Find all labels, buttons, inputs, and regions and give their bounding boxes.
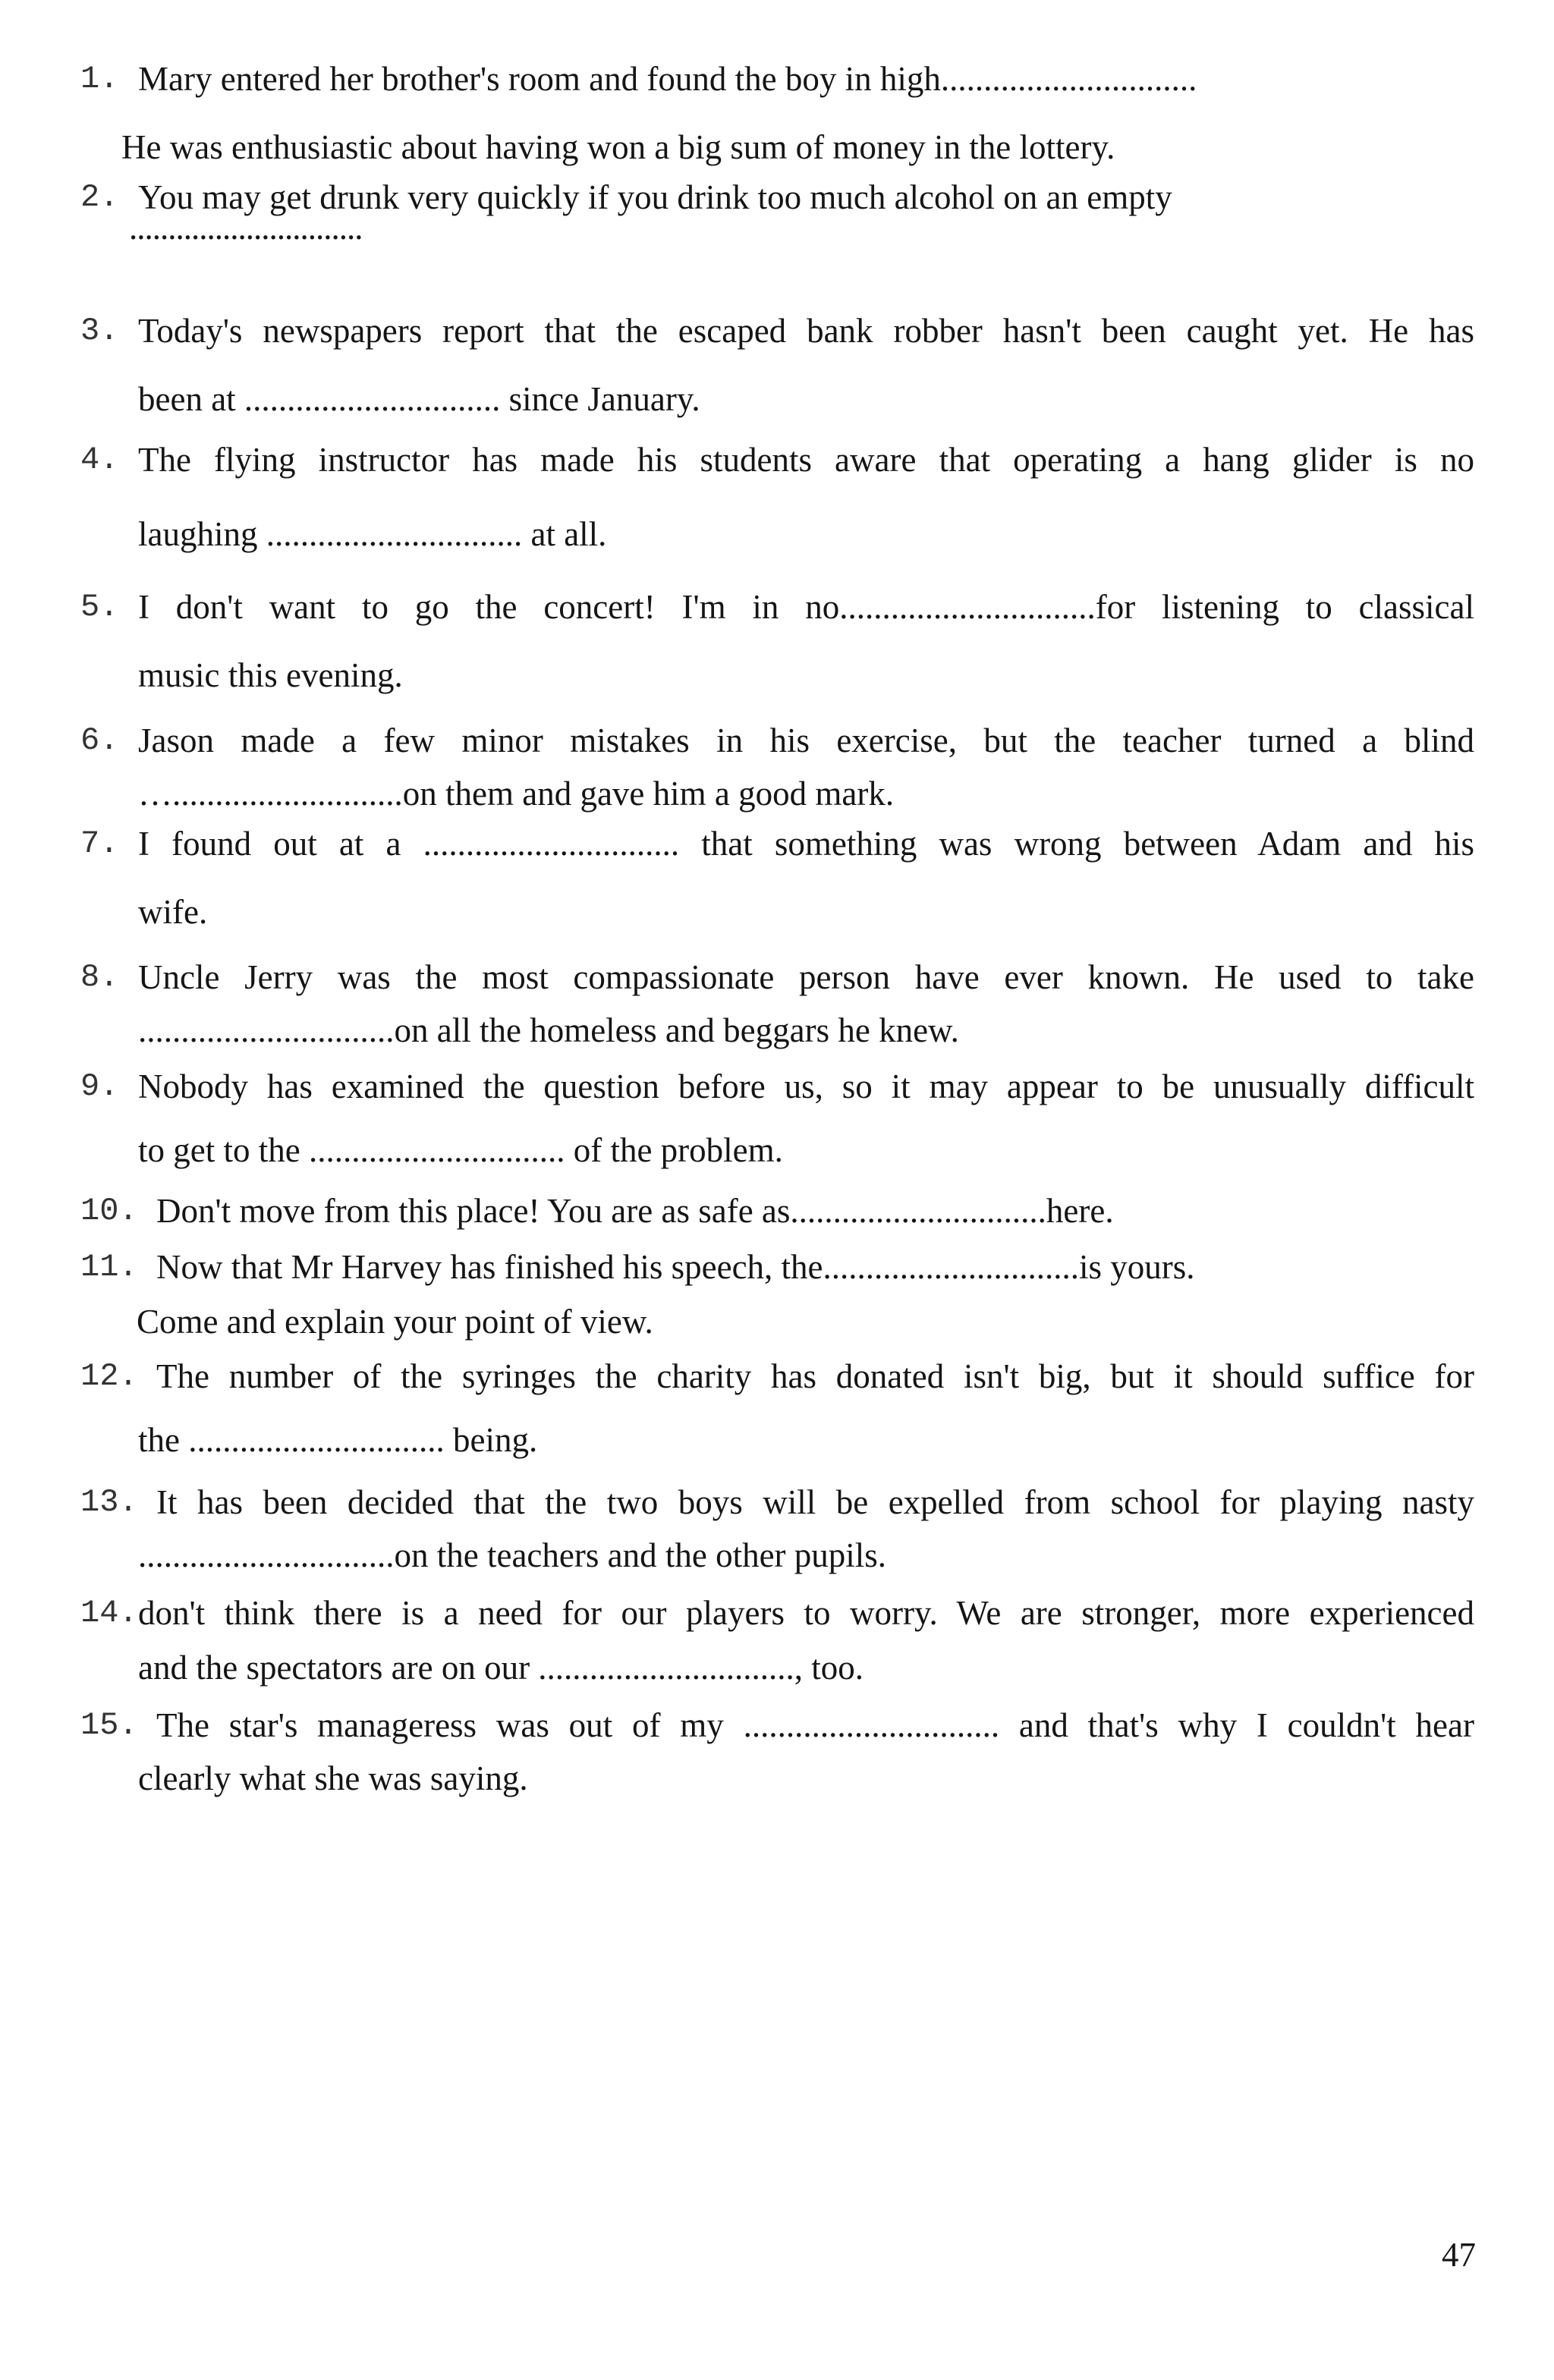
- item-text-line: The star's manageress was out of my .............................. and that's why I couldn't hear: [156, 1706, 1474, 1744]
- item-text-line: Uncle Jerry was the most compassionate person have ever known. He used to take: [138, 958, 1474, 996]
- item-number: 6.: [80, 722, 119, 759]
- item-number: 12.: [80, 1358, 138, 1394]
- item-number: 5.: [80, 589, 119, 625]
- item-number: 3.: [80, 313, 119, 349]
- item-number: 2.: [80, 179, 119, 215]
- item-text-line: Now that Mr Harvey has finished his speech, the..............................is yours.: [156, 1248, 1195, 1286]
- item-number: 10.: [80, 1193, 138, 1229]
- item-number: 1.: [80, 61, 119, 97]
- item-text-line: I don't want to go the concert! I'm in no..............................for listening to classical: [138, 588, 1474, 626]
- item-text-line: Don't move from this place! You are as safe as..............................here.: [156, 1192, 1114, 1230]
- item-text-line: wife.: [138, 893, 208, 931]
- item-text-line: and the spectators are on our .............................., too.: [138, 1649, 864, 1687]
- item-number: 11.: [80, 1249, 138, 1285]
- item-text-line: been at .............................. since January.: [138, 380, 700, 418]
- item-number: 13.: [80, 1484, 138, 1520]
- item-text-line: It has been decided that the two boys will be expelled from school for playing nasty: [156, 1483, 1474, 1521]
- item-text-line: The number of the syringes the charity has donated isn't big, but it should suffice for: [156, 1357, 1474, 1395]
- item-text-line: ..............................on the teachers and the other pupils.: [138, 1536, 887, 1574]
- page-number: 47: [1442, 2236, 1476, 2274]
- item-number: 7.: [80, 825, 119, 862]
- item-text-line: Jason made a few minor mistakes in his exercise, but the teacher turned a blind: [138, 722, 1474, 759]
- item-text-line: to get to the .............................. of the problem.: [138, 1131, 783, 1169]
- item-text-line: Mary entered her brother's room and found the boy in high..............................: [138, 60, 1197, 98]
- blank-line: ..............................: [129, 209, 363, 247]
- item-text-line: Come and explain your point of view.: [137, 1303, 653, 1341]
- item-text-line: I found out at a .............................. that something was wrong between Adam and his: [138, 825, 1474, 863]
- item-number: 9.: [80, 1068, 119, 1105]
- item-text-line: the .............................. being.: [138, 1421, 538, 1459]
- item-text-line: Nobody has examined the question before us, so it may appear to be unusually difficult: [138, 1067, 1474, 1105]
- item-number: 8.: [80, 959, 119, 995]
- item-text-line: laughing .............................. at all.: [138, 515, 607, 553]
- item-text-line: don't think there is a need for our players to worry. We are stronger, more experienced: [138, 1594, 1474, 1632]
- item-text-line: ..............................on all the homeless and beggars he knew.: [138, 1011, 959, 1049]
- item-number: 4.: [80, 442, 119, 478]
- item-number: 15.: [80, 1707, 138, 1743]
- item-text-line: …...........................on them and gave him a good mark.: [138, 775, 895, 813]
- item-text-line: music this evening.: [138, 656, 403, 694]
- item-number: 14.: [80, 1595, 138, 1631]
- item-text-line: He was enthusiastic about having won a big sum of money in the lottery.: [121, 128, 1115, 166]
- item-text-line: Today's newspapers report that the escaped bank robber hasn't been caught yet. He has: [138, 312, 1474, 350]
- item-text-line: clearly what she was saying.: [138, 1759, 528, 1797]
- item-text-line: You may get drunk very quickly if you drink too much alcohol on an empty: [138, 178, 1172, 216]
- item-text-line: The flying instructor has made his students aware that operating a hang glider is no: [138, 441, 1474, 479]
